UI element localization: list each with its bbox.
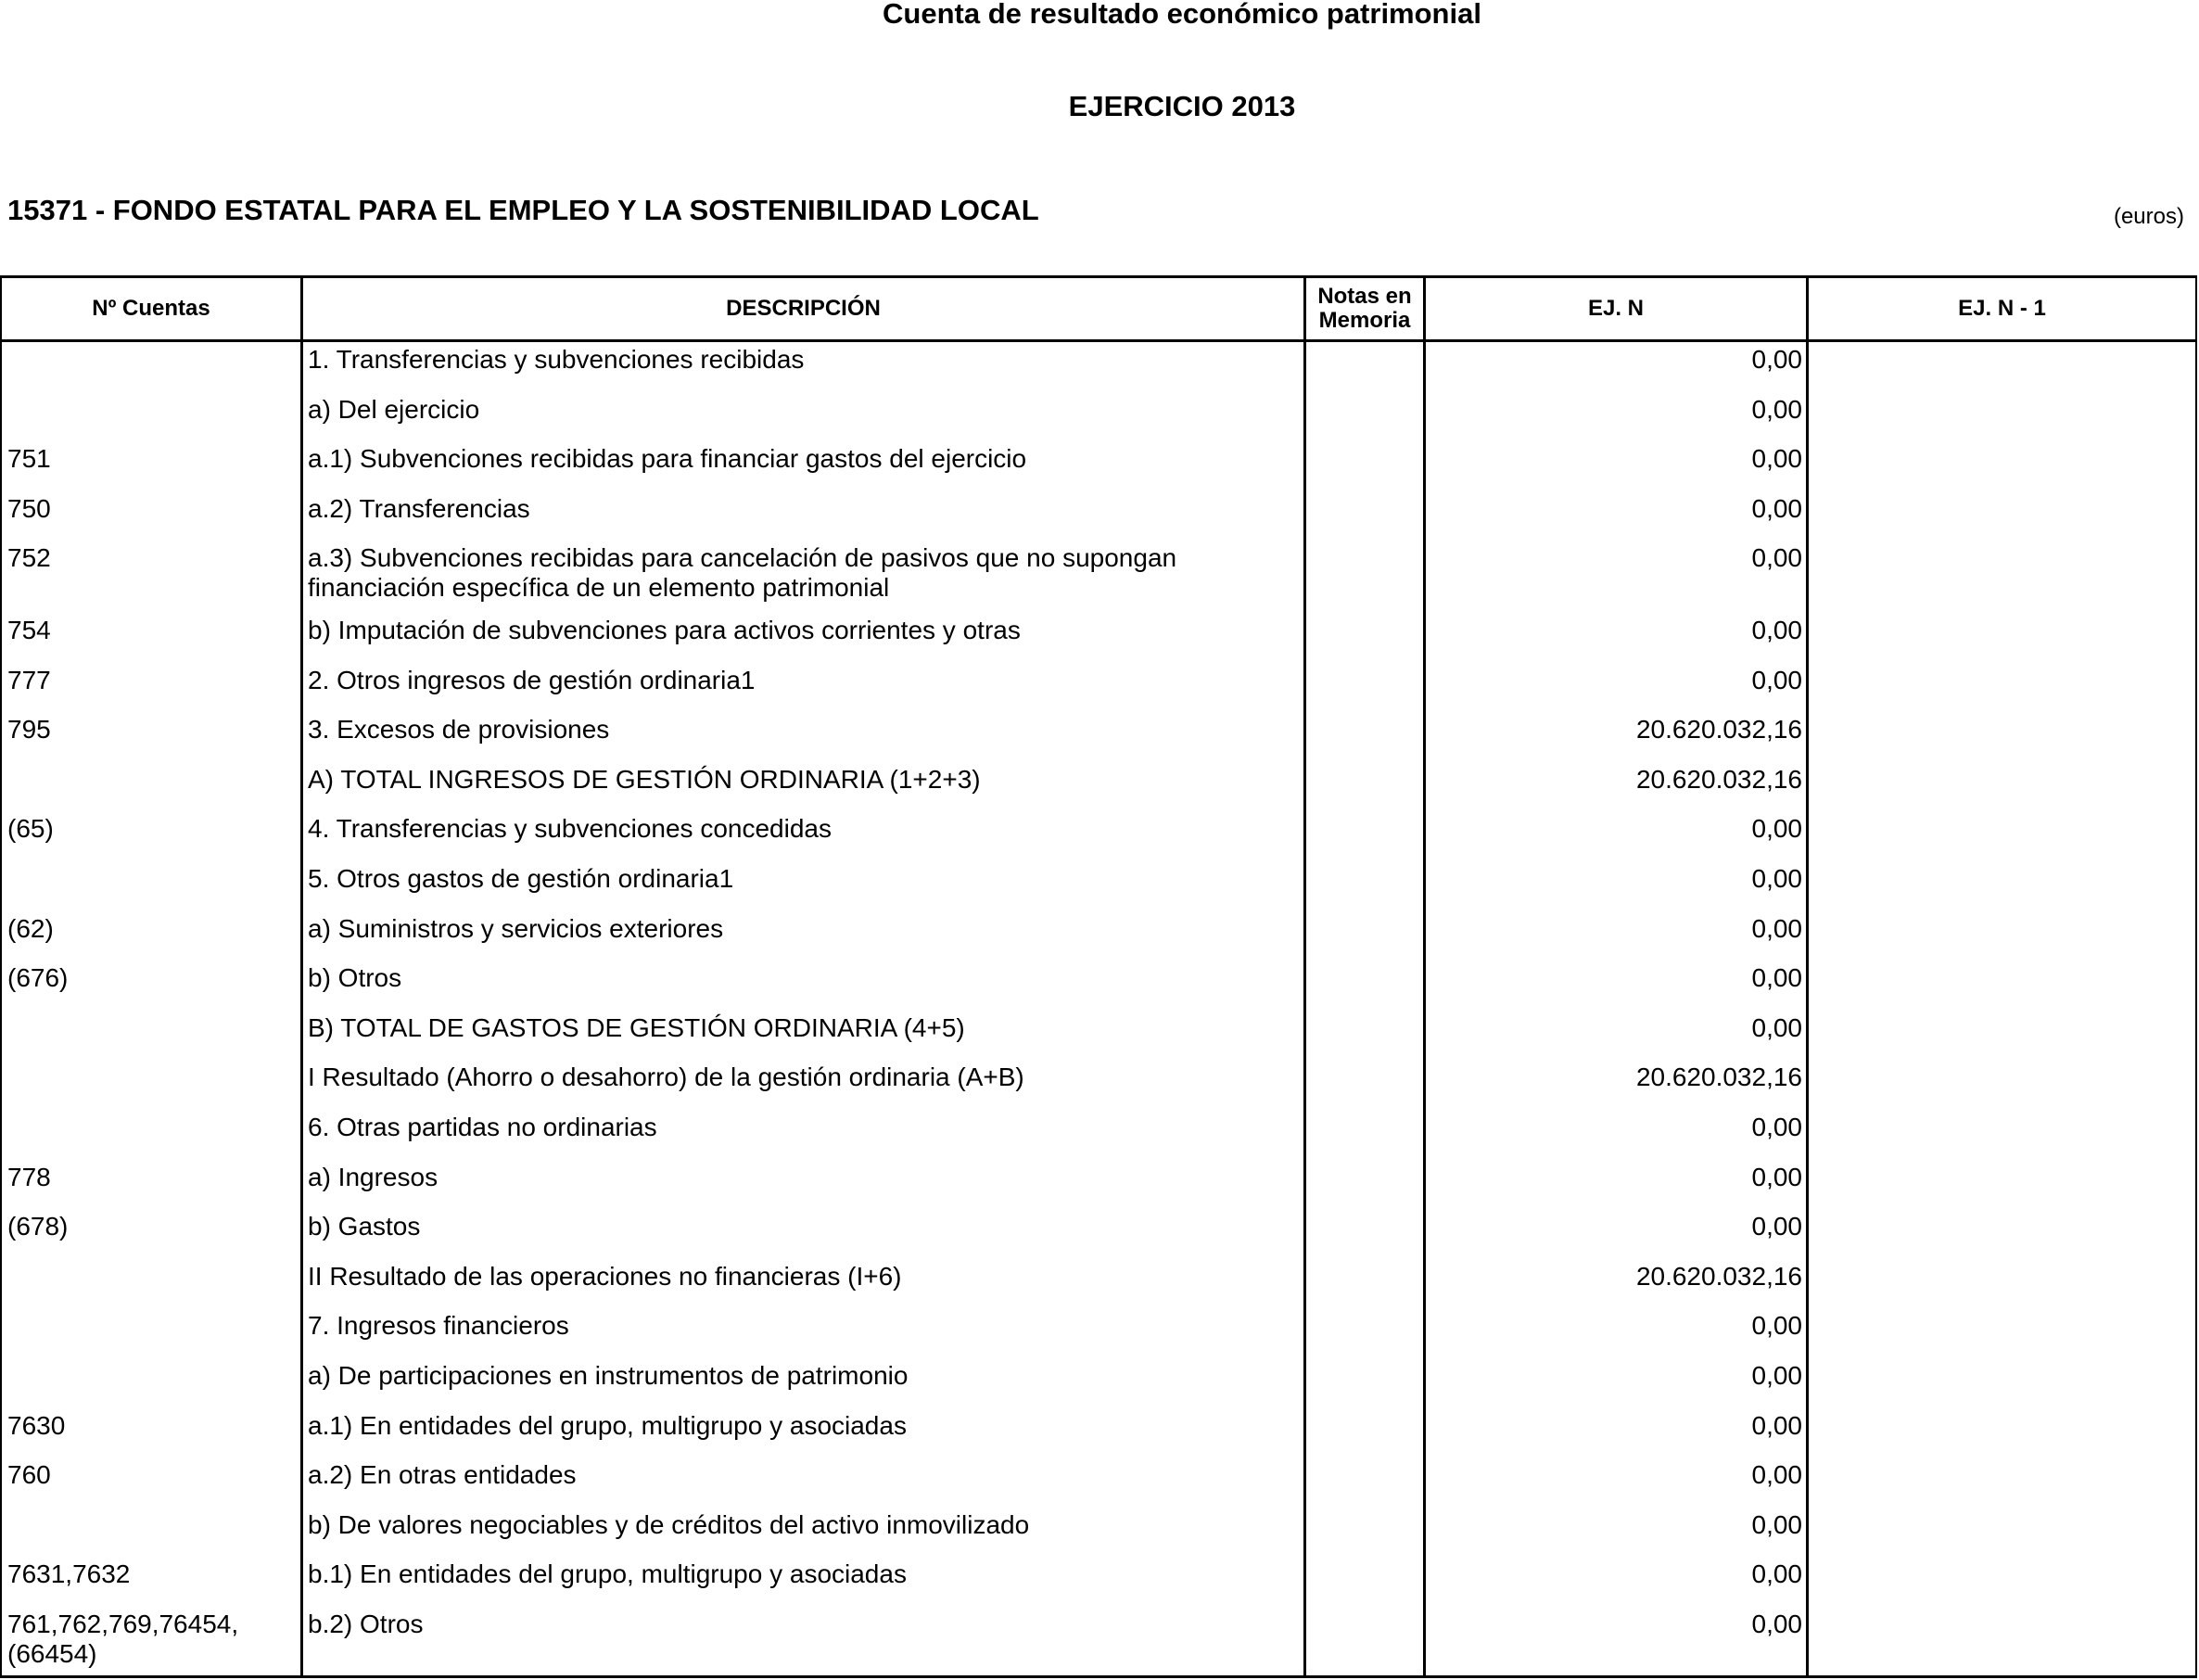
row-description — [308, 345, 1290, 375]
column-divider — [300, 278, 303, 1675]
row-description — [308, 666, 1290, 695]
account-code — [7, 1212, 295, 1241]
current-year-amount: 0,00 — [1751, 1012, 1802, 1042]
row-description-text: a.2) En otras entidades — [308, 1460, 577, 1490]
row-description-text: 2. Otros ingresos de gestión ordinaria1 — [308, 665, 756, 694]
account-code — [7, 963, 295, 993]
row-description — [308, 814, 1290, 844]
account-code-text: (676) — [7, 963, 69, 993]
header-previous-year: EJ. N - 1 — [1958, 296, 2046, 321]
row-description-text: A) TOTAL INGRESOS DE GESTIÓN ORDINARIA (1+2+3) — [308, 764, 981, 794]
row-description-text: a.3) Subvenciones recibidas para cancelación de pasivos que no supongan — [308, 543, 1177, 573]
row-description — [308, 1063, 1290, 1092]
row-description — [308, 914, 1290, 944]
row-description — [308, 1013, 1290, 1043]
row-description — [308, 1510, 1290, 1540]
account-code — [7, 1559, 295, 1589]
current-year-amount: 0,00 — [1751, 665, 1802, 694]
header-notes — [1306, 278, 1423, 339]
fiscal-year: EJERCICIO 2013 — [1068, 90, 1296, 122]
account-code-text: (678) — [7, 1212, 69, 1241]
row-description-text: b) Otros — [308, 963, 402, 993]
row-description — [308, 1163, 1290, 1192]
account-code-text: 795 — [7, 715, 51, 745]
account-code-text: 761,762,769,76454, — [7, 1610, 239, 1638]
row-description — [308, 395, 1290, 425]
account-code — [7, 1460, 295, 1490]
current-year-amount: 20.620.032,16 — [1635, 1063, 1802, 1092]
account-code — [7, 1610, 295, 1669]
header-notes-line1: Notas en — [1317, 284, 1412, 309]
row-description-text: 1. Transferencias y subvenciones recibidas — [308, 345, 805, 374]
account-code-text: 7630 — [7, 1410, 66, 1440]
row-description — [308, 1610, 1290, 1639]
column-divider — [1423, 278, 1426, 1675]
account-code — [7, 494, 295, 524]
row-description — [308, 1262, 1290, 1292]
header-divider — [2, 339, 2195, 342]
results-table — [0, 275, 2197, 1678]
row-description-text: a) Suministros y servicios exteriores — [308, 913, 724, 943]
row-description-text: B) TOTAL DE GASTOS DE GESTIÓN ORDINARIA (4+5) — [308, 1012, 965, 1042]
row-description-text: b) De valores negociables y de créditos del activo inmovilizado — [308, 1509, 1030, 1539]
current-year-amount: 0,00 — [1751, 1162, 1802, 1191]
row-description-text: b.2) Otros — [308, 1610, 424, 1638]
row-description — [308, 1113, 1290, 1142]
account-code-text: 750 — [7, 493, 51, 523]
row-description — [308, 1361, 1290, 1391]
row-description — [308, 616, 1290, 645]
account-code — [7, 1163, 295, 1192]
current-year-amount: 0,00 — [1751, 1113, 1802, 1141]
account-code-text: 7631,7632 — [7, 1559, 131, 1589]
row-description — [308, 1411, 1290, 1441]
header-accounts: Nº Cuentas — [92, 296, 210, 321]
account-code-text: 751 — [7, 444, 51, 474]
current-year-amount: 0,00 — [1751, 345, 1802, 374]
account-code-text: 752 — [7, 543, 51, 573]
account-code — [7, 666, 295, 695]
row-description — [308, 543, 1290, 603]
row-description — [308, 963, 1290, 993]
account-code — [7, 444, 295, 474]
row-description-text: 3. Excesos de provisiones — [308, 715, 610, 745]
row-description — [308, 444, 1290, 474]
current-year-amount: 0,00 — [1751, 444, 1802, 474]
account-code — [7, 814, 295, 844]
report-title: Cuenta de resultado económico patrimonial — [883, 0, 1481, 30]
row-description-text-continued: financiación específica de un elemento patrimonial — [308, 573, 890, 603]
current-year-amount: 0,00 — [1751, 493, 1802, 523]
column-divider — [1303, 278, 1306, 1675]
row-description-text: a.1) En entidades del grupo, multigrupo y asociadas — [308, 1410, 907, 1440]
current-year-amount: 20.620.032,16 — [1635, 715, 1802, 745]
current-year-amount: 0,00 — [1751, 1311, 1802, 1341]
header-current-year: EJ. N — [1587, 296, 1645, 321]
current-year-amount: 0,00 — [1751, 616, 1802, 644]
row-description-text: 7. Ingresos financieros — [308, 1311, 569, 1341]
current-year-amount: 0,00 — [1751, 1509, 1802, 1539]
account-code — [7, 715, 295, 745]
row-description-text: a.2) Transferencias — [308, 493, 530, 523]
account-code-text: (62) — [7, 913, 54, 943]
current-year-amount: 0,00 — [1751, 1212, 1802, 1241]
current-year-amount: 0,00 — [1751, 394, 1802, 424]
current-year-amount: 0,00 — [1751, 864, 1802, 893]
column-divider — [1806, 278, 1809, 1675]
account-code-text: 778 — [7, 1162, 51, 1191]
currency-units: (euros) — [2113, 204, 2184, 229]
row-description — [308, 1559, 1290, 1589]
account-code-text: 760 — [7, 1460, 51, 1490]
current-year-amount: 0,00 — [1751, 1559, 1802, 1589]
row-description — [308, 1212, 1290, 1241]
current-year-amount: 20.620.032,16 — [1635, 1261, 1802, 1291]
row-description-text: b) Imputación de subvenciones para activos corrientes y otras — [308, 616, 1021, 644]
row-description-text: a) Del ejercicio — [308, 394, 480, 424]
row-description-text: a) Ingresos — [308, 1162, 439, 1191]
row-description-text: b.1) En entidades del grupo, multigrupo y asociadas — [308, 1559, 907, 1589]
current-year-amount: 0,00 — [1751, 1361, 1802, 1390]
current-year-amount: 0,00 — [1751, 963, 1802, 993]
header-notes-line2: Memoria — [1318, 308, 1411, 333]
row-description-text: 6. Otras partidas no ordinarias — [308, 1113, 657, 1141]
account-code — [7, 616, 295, 645]
row-description — [308, 715, 1290, 745]
row-description-text: a.1) Subvenciones recibidas para financiar gastos del ejercicio — [308, 444, 1027, 474]
row-description-text: I Resultado (Ahorro o desahorro) de la gestión ordinaria (A+B) — [308, 1063, 1024, 1092]
row-description-text: 4. Transferencias y subvenciones concedidas — [308, 814, 832, 844]
row-description — [308, 765, 1290, 795]
header-description: DESCRIPCIÓN — [726, 296, 881, 321]
row-description — [308, 494, 1290, 524]
account-code-text: 754 — [7, 616, 51, 644]
row-description — [308, 1460, 1290, 1490]
current-year-amount: 0,00 — [1751, 814, 1802, 844]
entity-name: 15371 - FONDO ESTATAL PARA EL EMPLEO Y LA SOSTENIBILIDAD LOCAL — [7, 194, 1039, 226]
account-code — [7, 1411, 295, 1441]
current-year-amount: 20.620.032,16 — [1635, 764, 1802, 794]
account-code-text: 777 — [7, 665, 51, 694]
account-code-text-continued: (66454) — [7, 1639, 97, 1668]
row-description-text: a) De participaciones en instrumentos de patrimonio — [308, 1361, 909, 1390]
row-description-text: II Resultado de las operaciones no financieras (I+6) — [308, 1261, 902, 1291]
row-description-text: b) Gastos — [308, 1212, 421, 1241]
row-description-text: 5. Otros gastos de gestión ordinaria1 — [308, 864, 734, 893]
row-description — [308, 864, 1290, 894]
current-year-amount: 0,00 — [1751, 1460, 1802, 1490]
account-code — [7, 914, 295, 944]
current-year-amount: 0,00 — [1751, 543, 1802, 573]
account-code-text: (65) — [7, 814, 54, 844]
row-description — [308, 1311, 1290, 1341]
current-year-amount: 0,00 — [1751, 913, 1802, 943]
current-year-amount: 0,00 — [1751, 1410, 1802, 1440]
account-code — [7, 543, 295, 573]
current-year-amount: 0,00 — [1751, 1610, 1802, 1638]
